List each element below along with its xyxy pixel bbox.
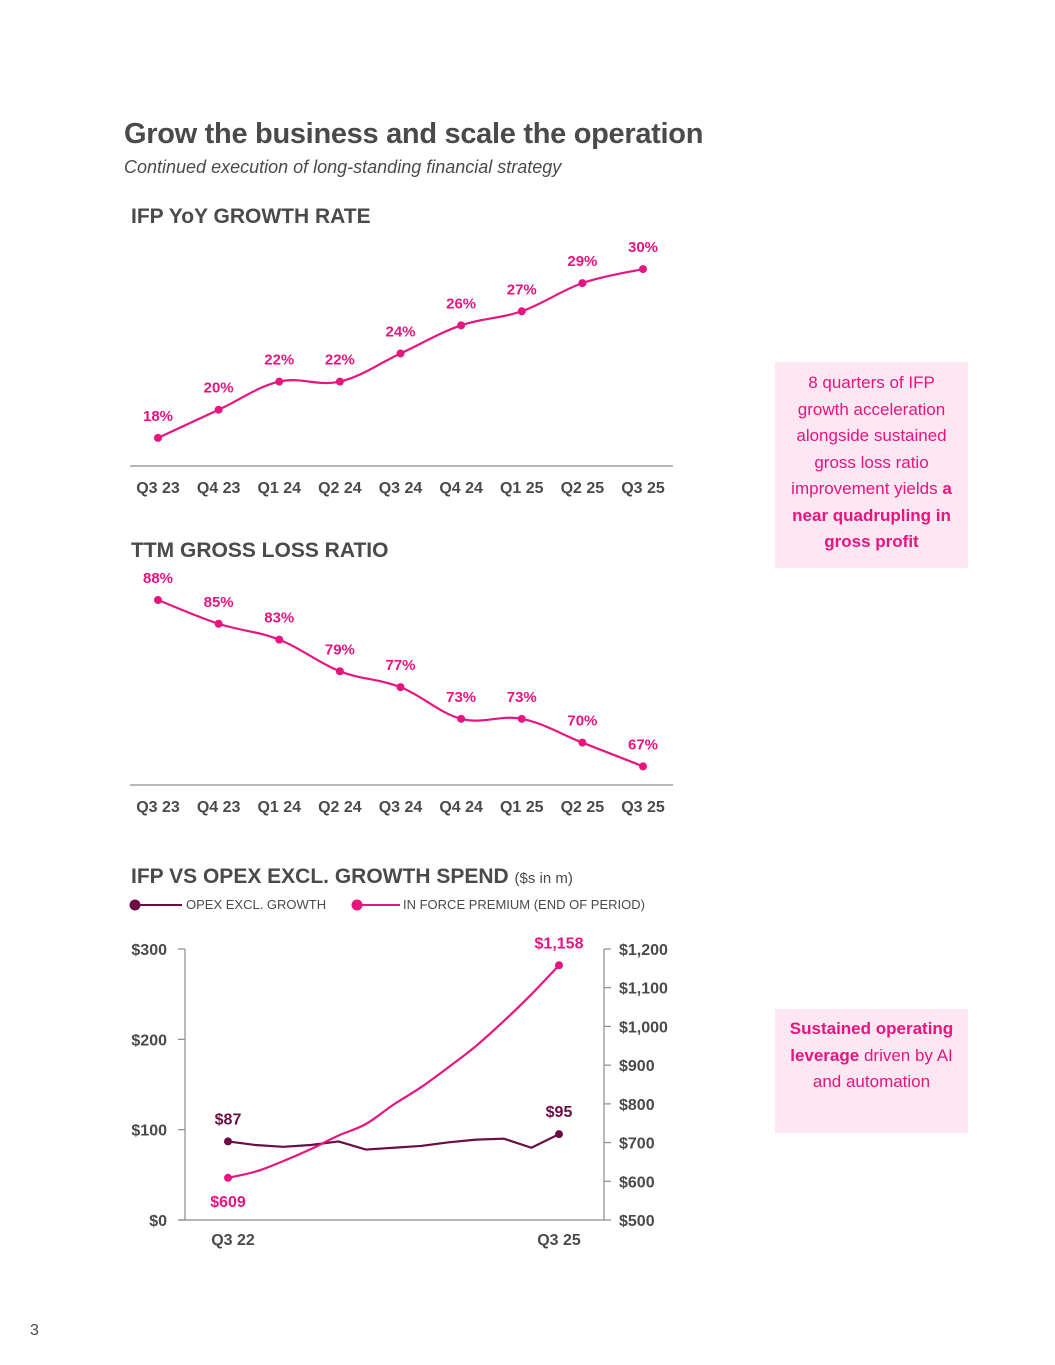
left-y-tick-label: $100 [131,1122,167,1140]
opex-start-point [224,1137,232,1145]
ifp-start-label: $609 [210,1193,246,1211]
loss-ratio-tick-label: Q3 24 [378,799,423,816]
ifp-growth-tick-label: Q2 25 [560,480,605,497]
ifp-growth-data-label: 22% [264,351,295,369]
loss-ratio-data-label: 77% [385,657,416,675]
loss-ratio-data-label: 67% [627,736,659,754]
ifp-growth-tick-label: Q4 23 [196,480,241,497]
ifp-opex-chart-unit: ($s in m) [514,870,573,887]
ifp-growth-chart-title: IFP YoY GROWTH RATE [131,205,371,228]
left-y-tick-label: $0 [149,1213,167,1230]
right-y-tick-label: $800 [619,1096,655,1114]
opex-end-label: $95 [545,1104,573,1122]
ifp-callout-emphasis: a near quadrupling in gross profit [792,479,952,551]
right-y-tick-label: $900 [619,1058,655,1076]
loss-ratio-tick-label: Q4 24 [439,799,483,816]
page-number: 3 [30,1322,39,1339]
loss-ratio-data-label: 79% [324,641,355,659]
right-y-tick-label: $700 [619,1135,655,1153]
opex-callout-text: driven by AI and automation [812,1045,953,1091]
loss-ratio-tick-label: Q4 23 [196,799,241,816]
ifp-callout-text: 8 quarters of IFP growth acceleration alongside sustained gross loss ratio improvement yields [791,373,947,498]
ifp-growth-data-label: 26% [446,295,477,313]
ifp-growth-data-label: 22% [324,351,355,369]
page-subtitle: Continued execution of long-standing financial strategy [124,157,562,177]
ifp-growth-tick-label: Q3 24 [378,480,423,497]
ifp-start-point [224,1174,232,1182]
ifp-growth-data-label: 18% [142,407,174,425]
loss-ratio-data-label: 88% [142,570,174,587]
loss-ratio-data-label: 73% [506,688,537,706]
loss-ratio-data-label: 70% [567,712,598,730]
ifp-growth-data-label: 27% [506,281,537,299]
right-y-tick-label: $1,200 [619,942,668,959]
loss-ratio-data-label: 73% [446,688,477,706]
x-tick-label: Q3 22 [211,1232,255,1249]
opex-callout-emphasis: Sustained operating leverage [789,1019,954,1065]
loss-ratio-tick-label: Q1 25 [499,799,544,816]
right-y-tick-label: $1,000 [619,1019,668,1037]
ifp-growth-tick-label: Q4 24 [439,480,483,497]
right-y-tick-label: $1,100 [619,980,668,998]
ifp-growth-data-label: 24% [385,323,416,341]
legend-ifp-label: IN FORCE PREMIUM (END OF PERIOD) [403,897,645,912]
right-y-tick-label: $500 [619,1213,655,1230]
opex-series-line [228,1134,559,1149]
page-title: Grow the business and scale the operation [124,118,704,150]
ifp-growth-data-label: 20% [203,379,234,397]
loss-ratio-tick-label: Q2 25 [560,799,605,816]
ifp-growth-data-label: 29% [567,253,598,271]
loss-ratio-data-label: 85% [203,593,234,611]
loss-ratio-tick-label: Q2 24 [318,799,362,816]
ifp-opex-chart-title-text: IFP VS OPEX EXCL. GROWTH SPEND [131,865,509,888]
loss-ratio-tick-label: Q3 25 [621,799,665,816]
opex-start-label: $87 [214,1111,242,1129]
loss-ratio-data-label: 83% [264,609,295,627]
legend-opex-label: OPEX EXCL. GROWTH [186,897,327,912]
loss-ratio-chart-title: TTM GROSS LOSS RATIO [131,539,389,562]
x-tick-label: Q3 25 [537,1232,581,1249]
loss-ratio-tick-label: Q1 24 [257,799,302,816]
opex-leverage-callout [775,1009,968,1133]
opex-end-point [555,1130,563,1138]
ifp-growth-tick-label: Q3 23 [136,480,180,497]
ifp-growth-tick-label: Q3 25 [621,480,665,497]
ifp-growth-tick-label: Q1 25 [499,480,544,497]
ifp-growth-tick-label: Q2 24 [318,480,362,497]
left-y-tick-label: $300 [131,942,167,959]
loss-ratio-tick-label: Q3 23 [136,799,180,816]
left-y-tick-label: $200 [131,1032,167,1050]
ifp-growth-callout [775,362,968,568]
right-y-tick-label: $600 [619,1174,655,1192]
ifp-growth-tick-label: Q1 24 [257,480,302,497]
ifp-end-label: $1,158 [534,935,584,953]
ifp-end-point [555,961,563,969]
ifp-growth-data-label: 30% [627,239,659,257]
